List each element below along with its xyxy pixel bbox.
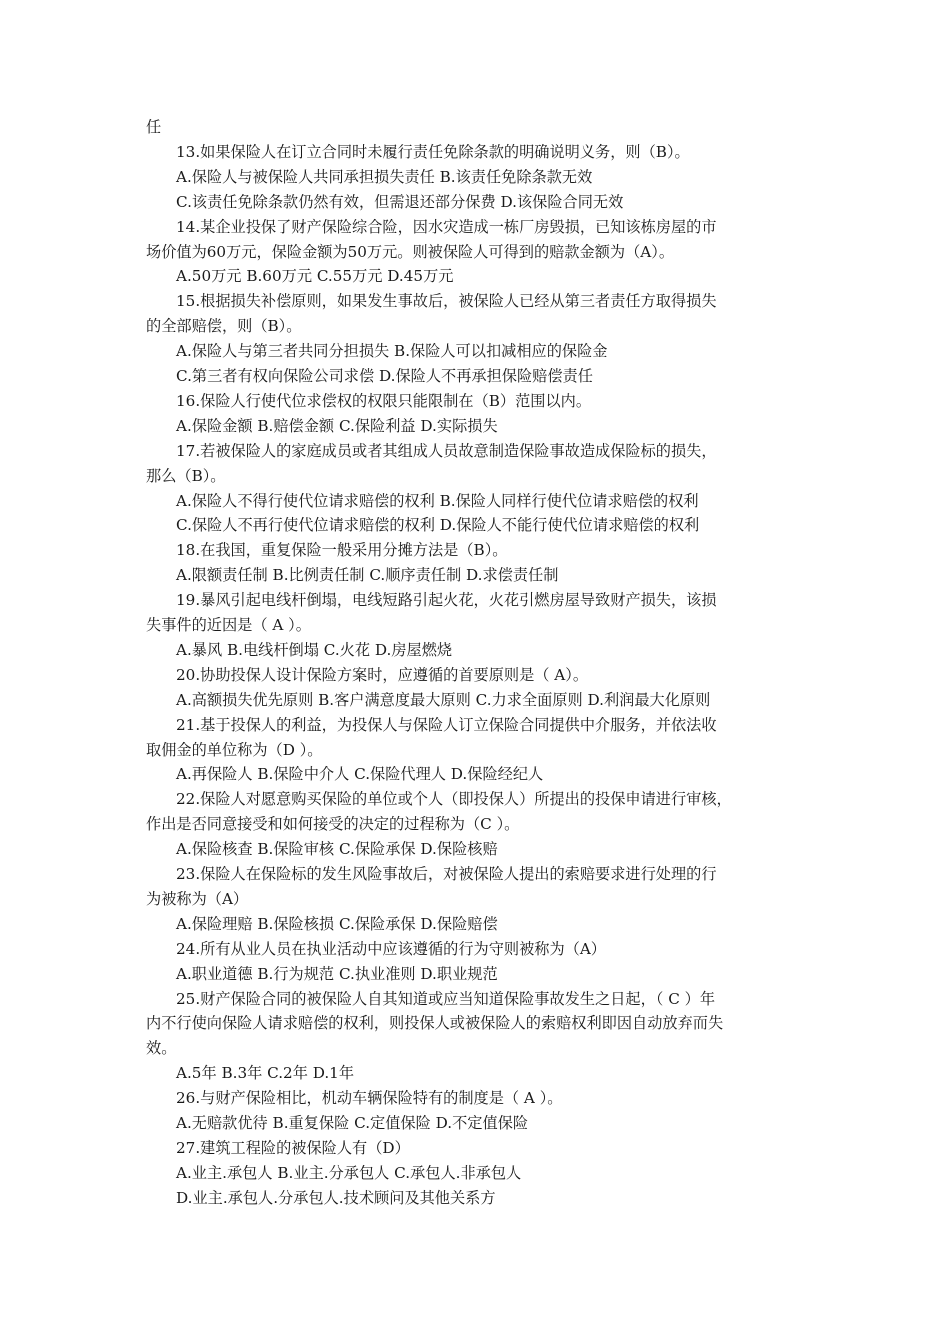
text-line: A.保险核查 B.保险审核 C.保险承保 D.保险核赔 <box>176 840 498 859</box>
text-line: A.保险人不得行使代位请求赔偿的权利 B.保险人同样行使代位请求赔偿的权利 <box>176 491 699 510</box>
text-line: 的全部赔偿，则（B）。 <box>146 317 302 336</box>
text-line: 23.保险人在保险标的发生风险事故后，对被保险人提出的索赔要求进行处理的行 <box>176 865 717 883</box>
text-line: A.无赔款优待 B.重复保险 C.定值保险 D.不定值保险 <box>176 1114 529 1132</box>
text-line: 失事件的近因是（ A ）。 <box>146 616 311 634</box>
text-line: A.保险理赔 B.保险核损 C.保险承保 D.保险赔偿 <box>176 914 498 933</box>
text-line: A.保险人与被保险人共同承担损失责任 B.该责任免除条款无效 <box>176 167 593 186</box>
text-line: 19.暴风引起电线杆倒塌，电线短路引起火花，火花引燃房屋导致财产损失，该损 <box>176 591 717 610</box>
text-line: 18.在我国，重复保险一般采用分摊方法是（B）。 <box>176 541 508 560</box>
text-line: 27.建筑工程险的被保险人有（D） <box>176 1138 410 1157</box>
text-line: C.保险人不再行使代位请求赔偿的权利 D.保险人不能行使代位请求赔偿的权利 <box>176 516 700 535</box>
text-line: 场价值为60万元，保险金额为50万元。则被保险人可得到的赔款金额为（A）。 <box>146 242 675 261</box>
text-line: 作出是否同意接受和如何接受的决定的过程称为（C ）。 <box>146 815 520 834</box>
text-line: 17.若被保险人的家庭成员或者其组成人员故意制造保险事故造成保险标的损失， <box>176 441 717 460</box>
text-line: 14.某企业投保了财产保险综合险，因水灾造成一栋厂房毁损，已知该栋房屋的市 <box>176 217 717 236</box>
text-line: A.保险金额 B.赔偿金额 C.保险利益 D.实际损失 <box>176 416 498 435</box>
text-line: C.该责任免除条款仍然有效，但需退还部分保费 D.该保险合同无效 <box>176 192 624 211</box>
text-line: A.职业道德 B.行为规范 C.执业准则 D.职业规范 <box>176 964 498 983</box>
text-line: 为被称为（A） <box>146 889 249 908</box>
text-line: A.保险人与第三者共同分担损失 B.保险人可以扣减相应的保险金 <box>176 342 608 361</box>
text-line: 21.基于投保人的利益，为投保人与保险人订立保险合同提供中介服务，并依法收 <box>176 715 717 734</box>
text-line: A.高额损失优先原则 B.客户满意度最大原则 C.力求全面原则 D.利润最大化原则 <box>176 690 711 709</box>
text-line: A.50万元 B.60万元 C.55万元 D.45万元 <box>176 267 454 286</box>
text-line: 25.财产保险合同的被保险人自其知道或应当知道保险事故发生之日起，（ C ）年 <box>176 989 716 1008</box>
text-line: D.业主.承包人.分承包人.技术顾问及其他关系方 <box>176 1188 496 1207</box>
text-line: A.业主.承包人 B.业主.分承包人 C.承包人.非承包人 <box>176 1163 522 1182</box>
text-line: 15.根据损失补偿原则，如果发生事故后，被保险人已经从第三者责任方取得损失 <box>176 292 717 311</box>
text-line: 13.如果保险人在订立合同时未履行责任免除条款的明确说明义务，则（B）。 <box>176 142 690 161</box>
text-line: A.5年 B.3年 C.2年 D.1年 <box>176 1064 355 1083</box>
text-line: 内不行使向保险人请求赔偿的权利，则投保人或被保险人的索赔权利即因自动放弃而失 <box>146 1014 724 1033</box>
text-line: 那么（B）。 <box>146 466 226 485</box>
text-line: 任 <box>146 118 162 136</box>
text-line: 26.与财产保险相比，机动车辆保险特有的制度是（ A ）。 <box>176 1089 563 1108</box>
text-line: A.限额责任制 B.比例责任制 C.顺序责任制 D.求偿责任制 <box>176 566 559 585</box>
text-line: 16.保险人行使代位求偿权的权限只能限制在（B）范围以内。 <box>176 391 592 410</box>
text-line: 取佣金的单位称为（D ）。 <box>146 740 323 759</box>
text-line: A.再保险人 B.保险中介人 C.保险代理人 D.保险经纪人 <box>176 765 544 784</box>
text-line: 20.协助投保人设计保险方案时，应遵循的首要原则是（ A）。 <box>176 665 589 684</box>
text-line: A.暴风 B.电线杆倒塌 C.火花 D.房屋燃烧 <box>176 640 453 659</box>
text-line: C.第三者有权向保险公司求偿 D.保险人不再承担保险赔偿责任 <box>176 367 593 385</box>
text-line: 22.保险人对愿意购买保险的单位或个人（即投保人）所提出的投保申请进行审核， <box>176 790 732 809</box>
text-line: 效。 <box>146 1039 177 1058</box>
text-line: 24.所有从业人员在执业活动中应该遵循的行为守则被称为（A） <box>176 939 606 958</box>
